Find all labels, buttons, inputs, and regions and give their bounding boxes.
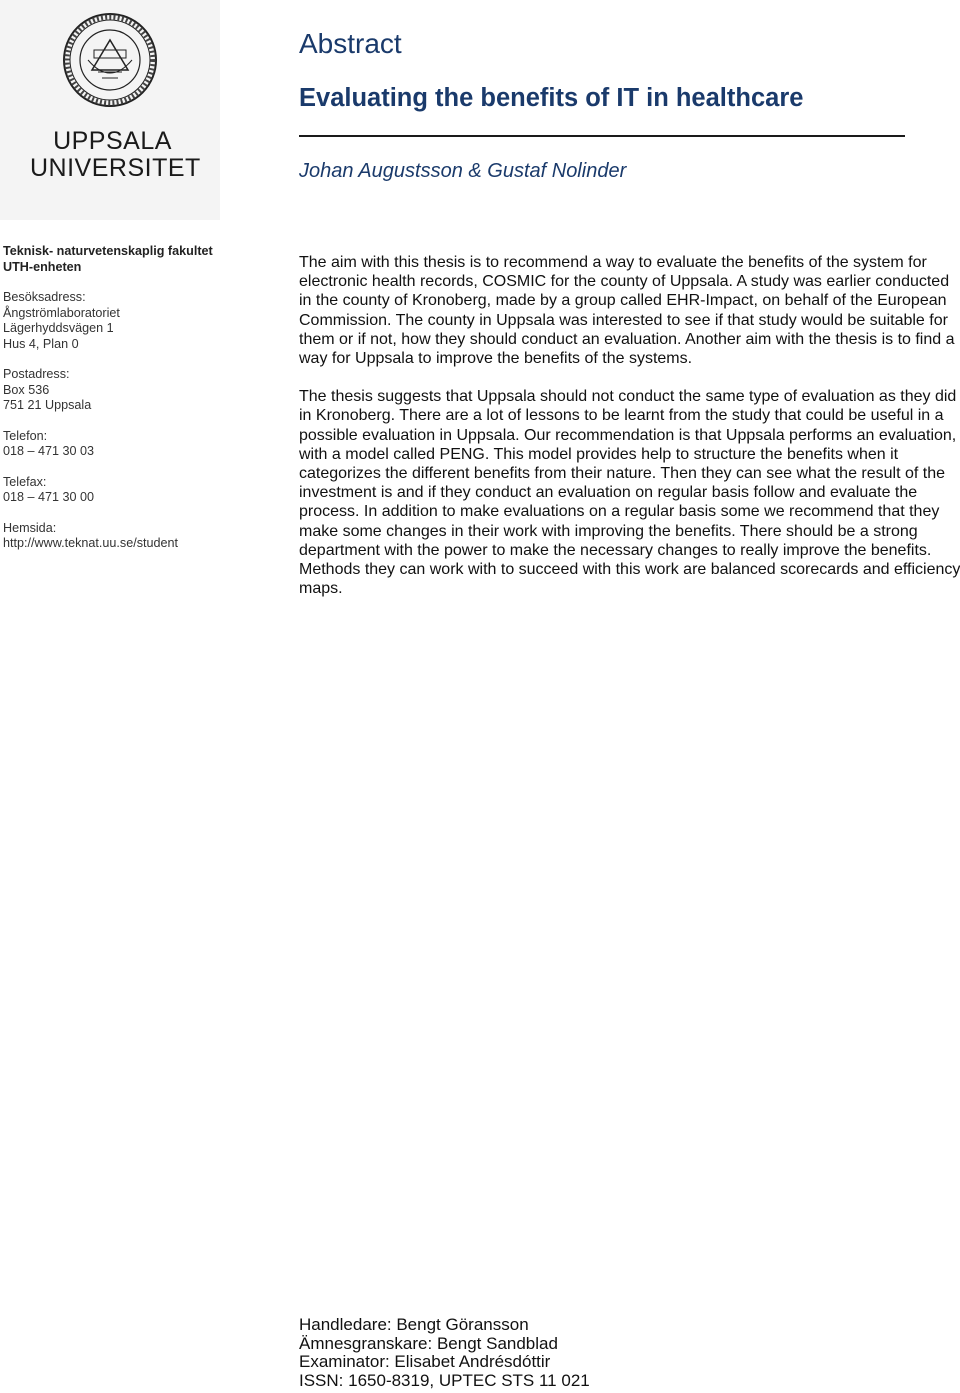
fax-label: Telefax: (3, 474, 47, 489)
unit-name: UTH-enheten (3, 259, 82, 274)
supervisor: Handledare: Bengt Göransson (299, 1315, 529, 1334)
abstract-paragraph-2: The thesis suggests that Uppsala should not conduct the same type of evaluation as they did in Kronoberg. There are a lot of lessons to be learnt from the study that could be useful in a possible evaluation in Uppsala. Our recommendation is that Uppsala performs an evaluation, with a model called PENG. This model provides help to structure the benefits when it categorizes the different benefits from their nature. Then they can see what the result of the investment is and if they conduct an evaluation on regular basis follow and evaluate the process. In addition to make evaluations on a regular basis some we recommend that they make some changes in their work with improving the benefits. There should be a strong department with the power to make the necessary changes to really improve the benefits. Methods they can work with to succeed with this work are balanced scorecards and efficiency maps. (299, 388, 960, 598)
phone-label: Telefon: (3, 428, 48, 443)
abstract-body (299, 253, 960, 617)
university-seal-icon (62, 12, 158, 108)
postal-address-line: Box 536 (3, 382, 50, 397)
postal-address-line: 751 21 Uppsala (3, 398, 92, 412)
phone (3, 429, 218, 460)
subject-reviewer: Ämnesgranskare: Bengt Sandblad (299, 1333, 558, 1353)
postal-address (3, 367, 218, 414)
visiting-address-line: Ångströmlaboratoriet (3, 305, 120, 320)
title-divider (299, 135, 905, 137)
visiting-address-line: Hus 4, Plan 0 (3, 336, 79, 351)
phone-number: 018 – 471 30 03 (3, 444, 95, 458)
examiner: Examinator: Elisabet Andrésdóttir (299, 1352, 551, 1371)
thesis-title: Evaluating the benefits of IT in healthcare (299, 84, 804, 112)
visiting-address-label: Besöksadress: (3, 290, 86, 304)
university-name (30, 127, 201, 182)
faculty-block (3, 244, 218, 275)
fax-number: 018 – 471 30 00 (3, 490, 95, 504)
visiting-address (3, 290, 218, 352)
section-heading: Abstract (299, 28, 402, 59)
faculty-name: Teknisk- naturvetenskaplig fakultet (3, 244, 213, 258)
fax (3, 475, 218, 506)
issn-number: ISSN: 1650-8319, UPTEC STS 11 021 (299, 1370, 590, 1390)
visiting-address-line: Lägerhyddsvägen 1 (3, 321, 114, 335)
university-logo (0, 0, 220, 220)
website-url[interactable]: http://www.teknat.uu.se/student (3, 536, 179, 550)
abstract-paragraph-1: The aim with this thesis is to recommend a way to evaluate the benefits of the system for electronic health records, COSMIC for the county of Uppsala. A study was earlier conducted in the county of Kronoberg, made by a group called EHR-Impact, on behalf of the European Commission. The county in Uppsala was interested to see if that study would be suitable for them or if not, how they should conduct an evaluation. Another aim with the thesis is to find a way for Uppsala to improve the benefits of the systems. (299, 254, 955, 368)
postal-address-label: Postadress: (3, 367, 70, 381)
thesis-authors: Johan Augustsson & Gustaf Nolinder (299, 160, 627, 182)
supervision-info (299, 1316, 590, 1390)
university-name-line1: UPPSALA (53, 127, 172, 155)
contact-sidebar (3, 244, 218, 567)
website (3, 521, 218, 552)
university-name-line2: UNIVERSITET (30, 154, 201, 182)
website-label: Hemsida: (3, 520, 57, 535)
